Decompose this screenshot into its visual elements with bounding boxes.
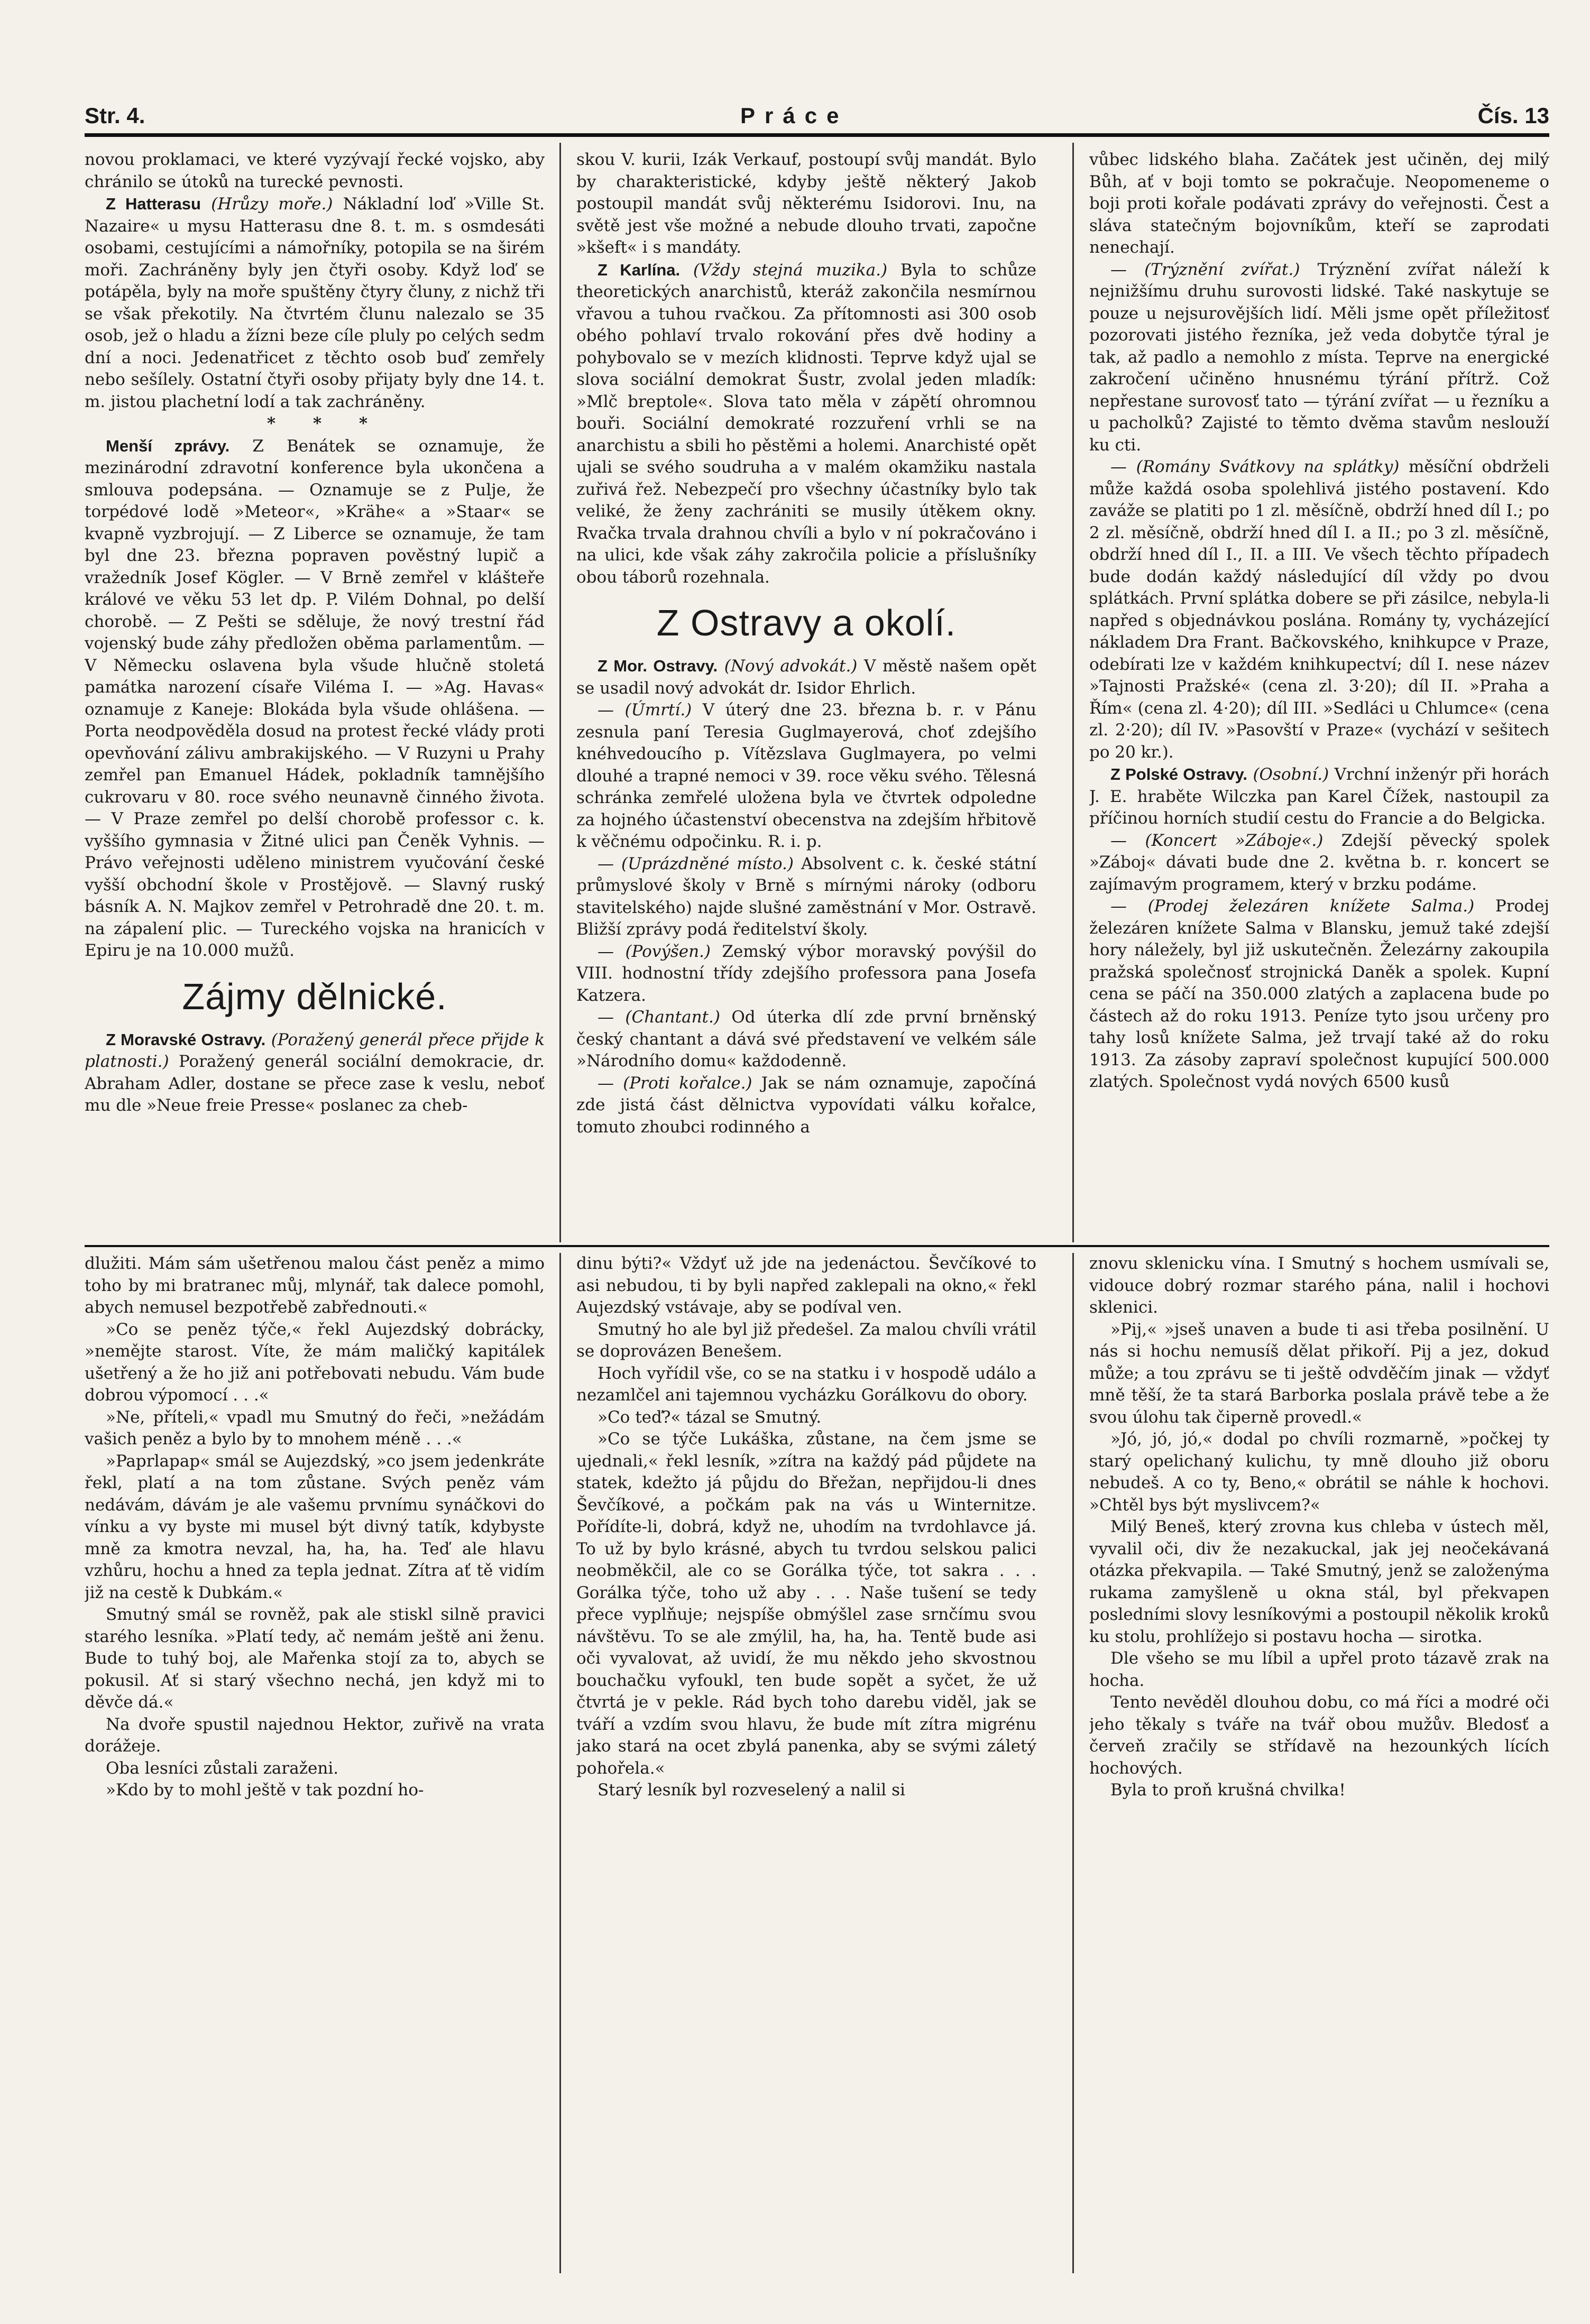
column-2-after [576, 655, 1036, 1138]
story-paragraph: znovu sklenicku vína. I Smutný s hochem usmívali se, vidouce dobrý rozmar starého pána, nalil i hochovi sklenici. [1089, 1254, 1549, 1317]
article-paragraph [85, 1029, 545, 1117]
article-text: V městě našem opět se usadil nový advokát dr. Isidor Ehrlich. [576, 657, 1036, 698]
article-paragraph [576, 853, 1036, 941]
article-text: novou proklamaci, ve které vyzývají řecké vojsko, aby chránilo se útoků na turecké pevnosti. [85, 150, 545, 191]
article-headline: — (Prodej železáren knížete Salma.) [1110, 897, 1475, 916]
feuilleton-column-2 [576, 1253, 1036, 2273]
article-headline: — (Uprázdněné místo.) [598, 854, 794, 873]
top-column-3 [1089, 149, 1549, 1233]
article-text: Zdejší pěvecký spolek »Záboj« dávati bude dne 2. května b. r. koncert se zajímavým programem, který v brzku podáme. [1089, 831, 1549, 894]
article-dateline: Z Hatterasu [106, 195, 201, 213]
story-paragraph: »Jó, jó, jó,« dodal po chvíli rozmarně, »počkej ty starý opelichaný kulichu, ty mně dlouho již oboru nebudeš. A co ty, Beno,« obrátil se náhle k hochovi. »Chtěl bys být myslivcem?« [1089, 1430, 1549, 1515]
article-dateline: Z Karlína. [598, 260, 681, 279]
article-paragraph [1089, 456, 1549, 763]
story-paragraph: »Co teď?« tázal se Smutný. [598, 1407, 822, 1427]
story-paragraph: dlužiti. Mám sám ušetřenou malou část peněz a mimo toho by mi bratranec můj, mlynář, tak dalece pomohl, abych nemusel bezpotřebě zabřednouti.« [85, 1254, 545, 1317]
article-dateline: Z Moravské Ostravy. [106, 1030, 266, 1049]
issue-number: Čís. 13 [1477, 103, 1549, 128]
article-text: Absolvent c. k. české státní průmyslové školy v Brně s mírnými nároky (odboru stavitelského) najde slušné zaměstnání v Mor. Ostravě. Bližší zprávy podá ředitelství školy. [576, 854, 1036, 939]
article-headline: (Hrůzy moře.) [211, 195, 333, 214]
article-dateline: Z Mor. Ostravy. [598, 657, 718, 675]
story-paragraph: Smutný ho ale byl již předešel. Za malou chvíli vrátil se doprovázen Benešem. [576, 1320, 1036, 1361]
article-paragraph [1089, 149, 1549, 259]
column-1-after [85, 1029, 545, 1117]
article-headline: — (Proti kořalce.) [598, 1073, 752, 1093]
feuilleton-column-3 [1089, 1253, 1549, 2273]
section-title-ostrava: Z Ostravy a okolí. [656, 602, 957, 643]
column-2-articles [576, 149, 1036, 588]
column-divider [1072, 1253, 1074, 2273]
story-paragraph: »Co se peněz týče,« řekl Aujezdský dobrácky, »nemějte starost. Víte, že mám maličký kapitálek ušetřený a že ho již ani potřebovati nebudu. Vám bude dobrou výpomocí . . .« [85, 1320, 545, 1405]
article-headline: — (Chantant.) [598, 1008, 720, 1027]
article-headline: (Poražený generál přece přijde k platnosti.) [85, 1030, 545, 1071]
article-dateline: Menší zprávy. [106, 436, 230, 455]
article-paragraph [85, 435, 545, 962]
article-text: skou V. kurii, Izák Verkauf, postoupí svůj mandát. Bylo by charakteristické, kdyby ještě některý Jakob postoupil mandát svůj některému Isidorovi. Inu, na světě jest vše možné a nebude dlouho trvati, započne »kšeft« i s mandáty. [576, 150, 1036, 257]
article-headline: — (Povýšen.) [598, 942, 711, 961]
article-headline: — (Trýznění zvířat.) [1110, 260, 1300, 279]
article-headline: — (Úmrtí.) [598, 700, 692, 720]
story-paragraph: Dle všeho se mu líbil a upřel proto tázavě zrak na hocha. [1089, 1649, 1549, 1690]
article-text: Jak se nám oznamuje, započíná zde jistá část dělnictva vypovídati válku kořalce, tomuto zhoubci rodinného a [576, 1073, 1036, 1137]
article-text: vůbec lidského blaha. Začátek jest učiněn, dej milý Bůh, ať v boji tomto se pokračuje. Neopomeneme o boji proti kořale podávati zprávy do veřejnosti. Čest a sláva statečným bojovníkům, kteří se zaprodati nenechají. [1089, 150, 1549, 257]
stars-separator: * * * [266, 414, 384, 433]
article-paragraph [1089, 259, 1549, 457]
article-text: Trýznění zvířat náleží k nejnižšímu druhu surovosti lidské. Také naskytuje se pouze u nejsurovějších lidí. Měli jsme opět příležitosť pozorovati jistého řezníka, jež veda dobytče týral je tak, až padlo a nemohlo z místa. Teprve na energické zakročení učiněno hnusnému týrání přítrž. Což nepřestane surovosť tato — týrání zvířat — u řezníku a u pacholků? Zajisté to těmto dvěma stavům neslouží ku cti. [1089, 260, 1549, 455]
article-paragraph [1089, 830, 1549, 896]
feuilleton-rule-right [1058, 1245, 1549, 1247]
article-headline: — (Romány Svátkovy na splátky) [1110, 457, 1400, 476]
article-text: V úterý dne 23. března b. r. v Pánu zesnula paní Teresia Guglmayerová, choť zdejšího knéhvedoucího p. Vítězslava Guglmayera, po velmi dlouhé a trapné nemoci v 39. roce věku svého. Tělesná schránka zemřelé uložena byla ve čtvrtek odpoledne za hojného účastenství obecenstva na zdejším hřbitově k věčnému odpočinku. R. i. p. [576, 700, 1036, 851]
article-paragraph [1089, 763, 1549, 830]
article-text: Nákladní loď »Ville St. Nazaire« u mysu Hatterasu dne 8. t. m. s osmdesáti osobami, cestujícími a námořníky, potopila se na širém moři. Zachráněny byly jen čtyři osoby. Když loď se potápěla, byly na moře spuštěny čtyry čluny, z nichž tři se však překotily. Na čtvrtém člunu nalezalo se 35 osob, jež o hladu a žízni beze cíle pluly po celých sedm dní a noci. Jedenatřicet z těchto osob buď zemřely nebo sešílely. Ostatní čtyři osoby přijaty byly dne 14. t. m. jistou plachetní lodí a tak zachráněny. [85, 195, 545, 411]
section-title-zajmy: Zájmy dělnické. [182, 975, 447, 1017]
menší-zprávy [85, 435, 545, 962]
story-paragraph: dinu býti?« Vždyť už jde na jedenáctou. Ševčíkové to asi nebudou, ti by byli napřed zaklepali na okno,« řekl Aujezdský vstávaje, aby se podíval ven. [576, 1254, 1036, 1317]
story-paragraph: »Kdo by to mohl ještě v tak pozdní ho- [106, 1781, 424, 1800]
article-paragraph [576, 149, 1036, 259]
story-paragraph: »Ne, příteli,« vpadl mu Smutný do řeči, »nežádám vašich peněz a bylo by to mnohem méně . . .« [85, 1407, 545, 1449]
article-paragraph [576, 699, 1036, 853]
feuilleton-rule [85, 1245, 1058, 1247]
feuilleton-column-1 [85, 1253, 545, 2273]
top-column-2 [576, 149, 1036, 1233]
column-divider [559, 143, 561, 1242]
column-divider [1072, 143, 1074, 1242]
article-text: Vrchní inženýr při horách J. E. hraběte Wilczka pan Karel Čížek, nastoupil za příčinou horních studií cestu do Francie a do Belgicka. [1089, 765, 1549, 828]
page-header [85, 103, 1549, 135]
article-paragraph [576, 1073, 1036, 1139]
article-text: měsíční obdrželi může každá osoba spolehlivá jistého postavení. Kdo zaváže se platiti po 1 zl. měsíčně, obdrží hned díl I.; po 2 zl. měsíčně, obdrží hned díl I. a II.; po 3 zl. měsíčně, obdrží hned díl I., II. a III. Ve všech těchto případech bude dodán každý následující díl vždy po dvou splátkách. První splátka dobere se při zásilce, nebyla-li napřed s objednávkou poslána. Romány ty, vycházející nákladem Dra Frant. Bačkovského, knihkupce v Praze, odebírati lze v každém knihkupectví; díl I. nese název »Tajnosti Pražské« (cena zl. 3·20); díl II. »Praha a Řím« (cena zl. 4·20); díl III. »Sedláci u Chlumce« (cena zl. 2·20); díl IV. »Pasovští v Praze« (vychází v sešitech po 20 kr.). [1089, 457, 1549, 762]
article-paragraph [1089, 896, 1549, 1093]
article-text: Byla to schůze theoretických anarchistů, kteráž zakončila nesmírnou vřavou a tuhou rvačkou. Za přítomnosti asi 300 osob obého pohlaví trvalo rokování přes dvě hodiny a pohybovalo se v mezích klidnosti. Teprve když ujal se slova sociální demokrat Šustr, zvolal jeden mladík: »Mlč breptole«. Slova tato měla v zápětí ohromnou bouři. Sociální demokraté rozzuření vrhli se na anarchistu a sbili ho pěstěmi a holemi. Anarchisté opět ujali se svého soudruha a v malém okamžiku nastala zuřivá řež. Nebezpečí pro všechny účastníky bylo tak veliké, že ženy zachrániti se musily útěkem okny. Rvačka trvala drahnou chvíli a bylo v ní pokračováno i na ulici, kde však záhy zakročila policie a příslušníky obou táborů rozehnala. [576, 260, 1036, 587]
newspaper-title: Práce [740, 103, 849, 128]
article-headline: — (Koncert »Záboje«.) [1110, 831, 1324, 850]
article-paragraph [576, 655, 1036, 699]
article-text: Zemský výbor moravský povýšil do VIII. hodnostní třídy zdejšího professora pana Josefa Katzera. [576, 942, 1036, 1005]
page-number: Str. 4. [85, 103, 145, 128]
article-dateline: Z Polské Ostravy. [1110, 765, 1248, 783]
article-paragraph [85, 149, 545, 193]
story-paragraph: Oba lesníci zůstali zaraženi. [106, 1758, 339, 1778]
article-paragraph [576, 1007, 1036, 1073]
article-paragraph [576, 941, 1036, 1007]
column-1-articles [85, 149, 545, 413]
article-text: Z Benátek se oznamuje, že mezinárodní zdravotní konference byla ukončena a smlouva podepsána. — Oznamuje se z Pulje, že torpédové lodě »Meteor«, »Krähe« a »Staar« se kvapně vyzbrojují. — Z Liberce se oznamuje, že tam byl dne 23. března popraven pověstný lupič a vražedník Josef Kögler. — V Brně zemřel v klášteře králové ve věku 53 let dp. P. Vilém Dohnal, po delší chorobě. — Z Pešti se sděluje, že nový trestní řád vojenský bude záhy předložen oběma parlamentům. — V Německu oslavena byla všude hlučně stoletá památka narození císaře Viléma I. — »Ag. Havas« oznamuje z Kaneje: Blokáda byla všude ohlášena. — Porta neodpověděla dosud na protest řecké vlády proti opevňování zálivu ambrakijského. — V Ruzyni u Prahy zemřel pan Emanuel Hádek, pokladník tamnějšího cukrovaru v 80. roce svého neunavně činného života. — V Praze zemřel po delší chorobě professor c. k. vyššího gymnasia v Žitné ulici pan Čeněk Vyhnis. — Právo veřejnosti uděleno ministrem vyučování české vyšší obchodní škole v Prostějově. — Slavný ruský básník A. N. Majkov zemřel v Petrohradě dne 20. t. m. na zápalení plic. — Tureckého vojska na hranicích v Epiru je na 10.000 mužů. [85, 436, 545, 960]
article-headline: (Nový advokát.) [724, 657, 858, 676]
story-paragraph: »Paprlapap« smál se Aujezdský, »co jsem jedenkráte řekl, platí a na tom zůstane. Svých peněz vám nedávám, dávám je ale vašemu prvnímu synáčkovi do vínku a vy byste mi musel být divný tatík, kdybyste mně za kmotra nevzal, ha, ha, ha. Teď ale hlavu vzhůru, hochu a hned za tepla jednat. Zítra ať tě vidím již na cestě k Dubkám.« [85, 1451, 545, 1602]
story-paragraph: Hoch vyřídil vše, co se na statku i v hospodě událo a nezamlčel ani tajemnou vycházku Gorálkovu do obory. [576, 1363, 1036, 1405]
story-paragraph: Tento nevěděl dlouhou dobu, co má říci a modré oči jeho těkaly s tváře na tvář obou mužův. Bledosť a červeň zračily se střídavě na hezounkých lících hochových. [1089, 1693, 1549, 1778]
story-paragraph: Milý Beneš, který zrovna kus chleba v ústech měl, vyvalil oči, div že nezakuckal, jak jej neočekávaná otázka překvapila. — Také Smutný, jenž se založenýma rukama zamyšleně u okna stál, byl překvapen posledními slovy lesníkovými a postoupil několik kroků ku stolu, prohlížejo si postavu hocha — sirotka. [1089, 1517, 1549, 1646]
story-paragraph: »Co se týče Lukáška, zůstane, na čem jsme se ujednali,« řekl lesník, »zítra na každý pád půjdete na statek, kdežto já půjdu do Břežan, nepřijdou-li dnes Ševčíkové, a počkám pak na vás u Winternitze. Pořídíte-li, dobrá, když ne, uhodím na tvrdohlavce já. To už by bylo krásné, abych tu tvrdou selskou palici neobměkčil, ale co se Gorálka týče, tot sakra . . . Gorálka týče, toho už aby . . . Naše tušení se tedy přece vyplňuje; nejspíše obmýšlel zase srnčímu svou návštěvu. To se ale zmýlil, ha, ha, ha. Tentě bude asi oči vyvalovat, až uvidí, že mu někdo jeho skvostnou bouchačku vyfoukl, ten bude sopět a syčet, že už čtvrtá je v pekle. Rád bych toho darebu viděl, jak se tváří a vzdím svou hlavu, že bude mít zítra migrénu jako stará na ocet zbylá panenka, aby se svými záletý pohořela.« [576, 1430, 1036, 1778]
article-text: Prodej železáren knížete Salma v Blansku, jemuž také zdejší hory náležely, byl již uskutečněn. Železárny zakoupila pražská společnosť strojnická Daněk a spolek. Kupní cena se páčí na 350.000 zlatých a zaplacena bude po částech až do roku 1913. Peníze tyto jsou určeny pro tahy losů knížete Salma, jež trvají také až do roku 1913. Za zásoby zapraví společnost kupující 500.000 zlatých. Společnost vydá nových 6500 kusů [1089, 897, 1549, 1091]
top-column-1 [85, 149, 545, 1233]
article-headline: (Vždy stejná muzika.) [693, 260, 888, 280]
column-3-articles [1089, 149, 1549, 1093]
article-paragraph [85, 193, 545, 413]
column-divider [559, 1253, 561, 2273]
article-text: Od úterka dlí zde první brněnský český chantant a dává své představení ve velkém sále »Národního domu« každodenně. [576, 1008, 1036, 1071]
story-paragraph: Smutný smál se rovněž, pak ale stiskl silně pravici starého lesníka. »Platí tedy, ač nemám ještě ani ženu. Bude to tuhý boj, ale Mařenka stojí za to, abych se pokusil. Ať si starý všechno nechá, jen když mi to děvče dá.« [85, 1605, 545, 1712]
article-headline: (Osobní.) [1253, 765, 1329, 784]
story-paragraph: Starý lesník byl rozveselený a nalil si [598, 1781, 905, 1800]
header-rule [85, 133, 1549, 137]
story-paragraph: Byla to proň krušná chvilka! [1110, 1781, 1346, 1800]
story-paragraph: Na dvoře spustil najednou Hektor, zuřivě na vrata dorážeje. [85, 1714, 545, 1756]
story-paragraph: »Pij,« »jseš unaven a bude ti asi třeba posilnění. U nás si hochu nemusíš dělat přikoří. Pij a jez, dokud může; a tou zprávu se ti ještě odvděčím jinak — vždyť mně těší, že ta stará Barborka poslala právě tebe a že svou úlohu tak čiperně provedl.« [1089, 1320, 1549, 1427]
article-text: Poražený generál sociální demokracie, dr. Abraham Adler, dostane se přece zase k veslu, neboť mu dle »Neue freie Presse« poslanec za cheb- [85, 1052, 545, 1115]
article-paragraph [576, 259, 1036, 589]
